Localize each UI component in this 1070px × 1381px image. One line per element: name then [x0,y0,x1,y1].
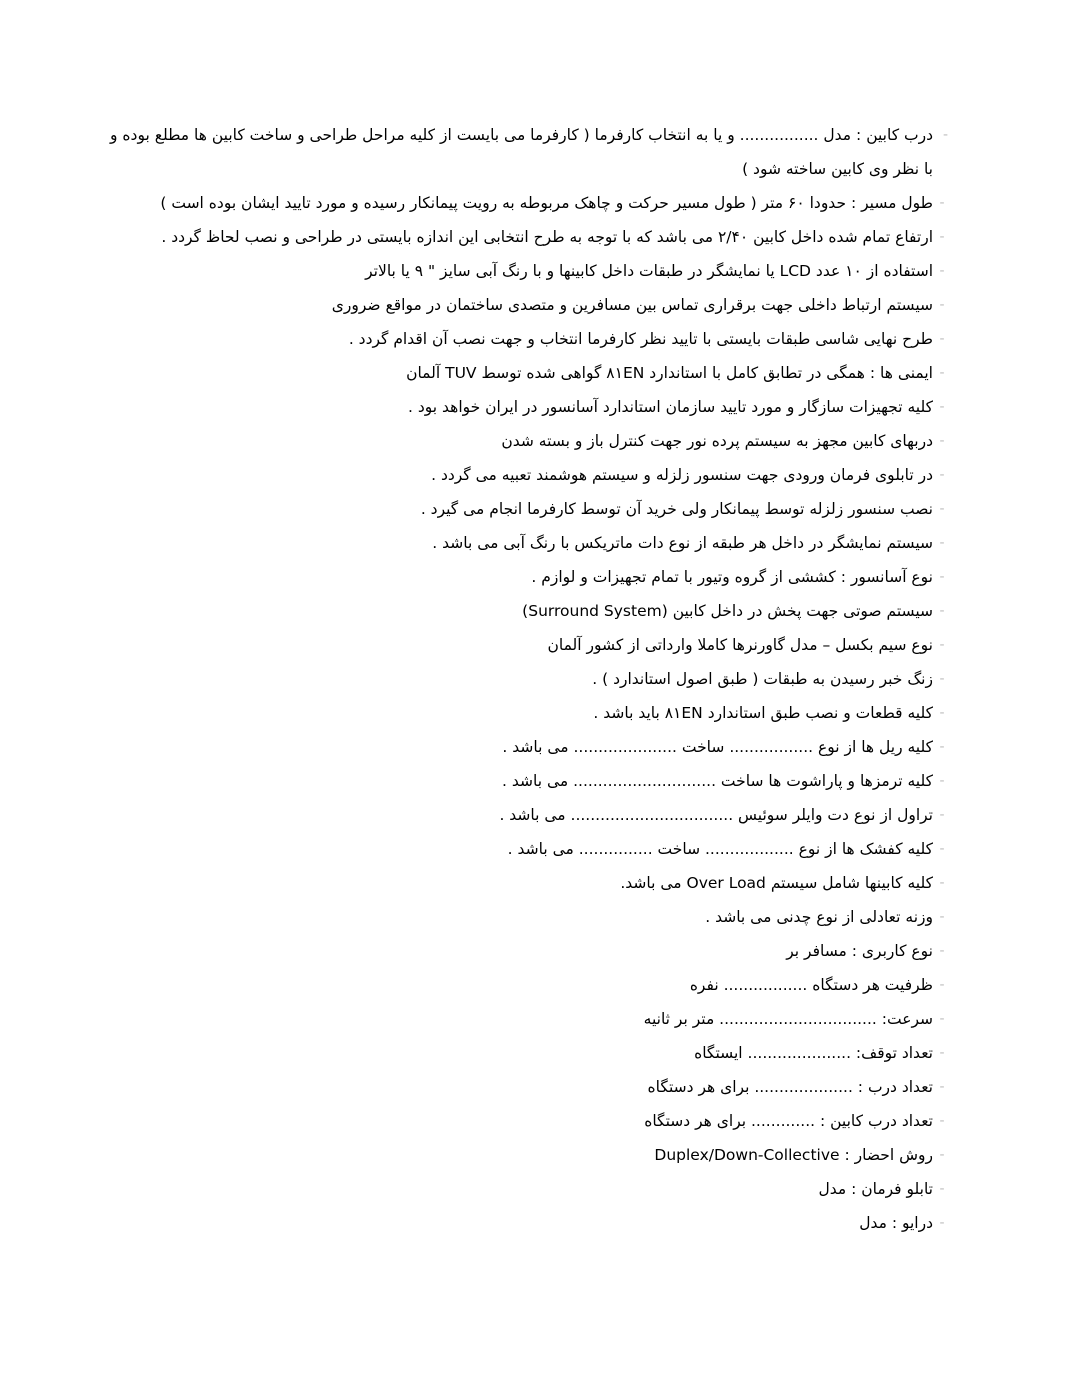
spec-text: ایمنی ها : همگی در تطابق کامل با استاندارد ۸۱EN گواهی شده توسط TUV آلمان [406,364,933,382]
spec-item-arrival-bell [110,662,948,696]
bullet-marker: - [939,365,945,381]
spec-text: کلیه قطعات و نصب طبق استاندارد ۸۱EN باید باشد . [593,704,933,722]
bullet-marker: - [939,1113,945,1129]
bullet-marker: - [939,263,945,279]
spec-item-travel-length [110,186,948,220]
spec-item-cable-governor [110,628,948,662]
spec-text: سیستم نمایشگر در داخل هر طبقه از نوع دات ماتریکس با رنگ آبی می باشد . [432,534,933,552]
spec-text: نصب سنسور زلزله توسط پیمانکار ولی خرید آن توسط کارفرما انجام می گیرد . [420,500,933,518]
bullet-marker: - [939,195,945,211]
spec-text: درایو : مدل [859,1214,933,1232]
spec-text: روش احضار : Duplex/Down-Collective [654,1146,933,1164]
spec-item-control-panel-input [110,458,948,492]
bullet-marker: - [939,807,945,823]
spec-item-guide-shoes [110,832,948,866]
spec-text: کلیه ترمزها و پاراشوت ها ساخت ............................. می باشد . [502,772,933,790]
bullet-marker: - [942,127,948,143]
specification-list [110,118,948,1240]
bullet-marker: - [939,943,945,959]
bullet-marker: - [939,297,945,313]
spec-item-rails [110,730,948,764]
spec-item-equipment-approval [110,390,948,424]
bullet-marker: - [939,399,945,415]
spec-item-lcd-displays [110,254,948,288]
bullet-marker: - [939,1045,945,1061]
spec-text: ظرفیت هر دستگاه ................. نفره [689,976,933,994]
spec-item-cabin-door [110,118,948,186]
spec-item-cabin-door-count [110,1104,948,1138]
spec-item-audio-system [110,594,948,628]
bullet-marker: - [939,1181,945,1197]
spec-text: سیستم ارتباط داخلی جهت برقراری تماس بین مسافرین و متصدی ساختمان در مواقع ضروری [331,296,933,314]
bullet-marker: - [939,229,945,245]
spec-item-floor-display [110,526,948,560]
spec-text: طرح نهایی شاسی طبقات بایستی با تایید نظر کارفرما انتخاب و جهت نصب آن اقدام گردد . [348,330,933,348]
bullet-marker: - [939,535,945,551]
spec-text: تابلو فرمان : مدل [818,1180,933,1198]
bullet-marker: - [939,569,945,585]
spec-text: نوع آسانسور : کششی از گروه وتیور با تمام تجهیزات و لوازم . [531,568,933,586]
spec-text: سرعت: ................................ متر بر ثانیه [643,1010,933,1028]
spec-text: زنگ خبر رسیدن به طبقات ( طبق اصول استاندارد ) . [592,670,933,688]
spec-text: وزنه تعادلی از نوع چدنی می باشد . [705,908,933,926]
bullet-marker: - [939,1215,945,1231]
spec-text: طول مسیر : حدودا ۶۰ متر ( طول مسیر حرکت و چاهک مربوطه به رویت پیمانکار رسیده و مورد تایید ایشان بوده است ) [160,194,933,212]
spec-text: ارتفاع تمام شده داخل کابین ۲/۴۰ می باشد که با توجه به طرح انتخابی این اندازه بایستی در طراحی و نصب لحاظ گردد . [161,228,933,246]
spec-item-elevator-type [110,560,948,594]
spec-item-parts-standard [110,696,948,730]
bullet-marker: - [939,875,945,891]
bullet-marker: - [939,909,945,925]
spec-text: نوع سیم بکسل – مدل گاورنرها کاملا وارداتی از کشور آلمان [547,636,933,654]
spec-item-counterweight [110,900,948,934]
bullet-marker: - [939,705,945,721]
bullet-marker: - [939,637,945,653]
spec-item-usage-type [110,934,948,968]
bullet-marker: - [939,467,945,483]
bullet-marker: - [939,739,945,755]
spec-item-cabin-height [110,220,948,254]
spec-text: تعداد درب : .................... برای هر دستگاه [647,1078,933,1096]
spec-text: دربهای کابین مجهز به سیستم پرده نور جهت کنترل باز و بسته شدن [501,432,933,450]
bullet-marker: - [939,1011,945,1027]
bullet-marker: - [939,433,945,449]
spec-item-brakes [110,764,948,798]
spec-text: تراول از نوع دت وایلر سوئیس ................................. می باشد . [499,806,933,824]
spec-item-stops [110,1036,948,1070]
bullet-marker: - [939,1147,945,1163]
spec-text: استفاده از ۱۰ عدد LCD یا نمایشگر در طبقات داخل کابینها و با رنگ آبی سایز " ۹ یا بالاتر [365,262,933,280]
spec-text: تعداد توقف: ..................... ایستگاه [694,1044,933,1062]
spec-item-capacity [110,968,948,1002]
spec-text: کلیه کابینها شامل سیستم Over Load می باشد. [620,874,933,892]
spec-item-door-count [110,1070,948,1104]
bullet-marker: - [939,841,945,857]
spec-item-intercom [110,288,948,322]
bullet-marker: - [939,603,945,619]
bullet-marker: - [939,501,945,517]
spec-text: درب کابین : مدل ................ و یا به انتخاب کارفرما ( کارفرما می بایست از کلیه مراحل طراحی و ساخت کابین ها مطلع بوده و با نظر وی کابین ساخته شود ) [110,126,933,178]
spec-item-overload [110,866,948,900]
spec-text: در تابلوی فرمان ورودی جهت سنسور زلزله و سیستم هوشمند تعبیه می گردد . [431,466,933,484]
spec-item-safety [110,356,948,390]
bullet-marker: - [939,671,945,687]
spec-item-control-panel-model [110,1172,948,1206]
spec-text: کلیه کفشک ها از نوع .................. ساخت ............... می باشد . [507,840,933,858]
bullet-marker: - [939,1079,945,1095]
bullet-marker: - [939,773,945,789]
bullet-marker: - [939,977,945,993]
spec-text: سیستم صوتی جهت پخش در داخل کابین (Surround System) [522,602,933,620]
spec-item-floor-buttons [110,322,948,356]
bullet-marker: - [939,331,945,347]
spec-text: تعداد درب کابین : ............. برای هر دستگاه [644,1112,933,1130]
spec-item-traveling-cable [110,798,948,832]
spec-text: کلیه ریل ها از نوع ................. ساخت ..................... می باشد . [502,738,933,756]
spec-text: کلیه تجهیزات سازگار و مورد تایید سازمان استاندارد آسانسور در ایران خواهد بود . [408,398,933,416]
spec-item-speed [110,1002,948,1036]
spec-item-drive-model [110,1206,948,1240]
spec-item-call-method [110,1138,948,1172]
spec-text: نوع کاربری : مسافر بر [786,942,933,960]
spec-item-earthquake-sensor [110,492,948,526]
spec-item-light-curtain [110,424,948,458]
